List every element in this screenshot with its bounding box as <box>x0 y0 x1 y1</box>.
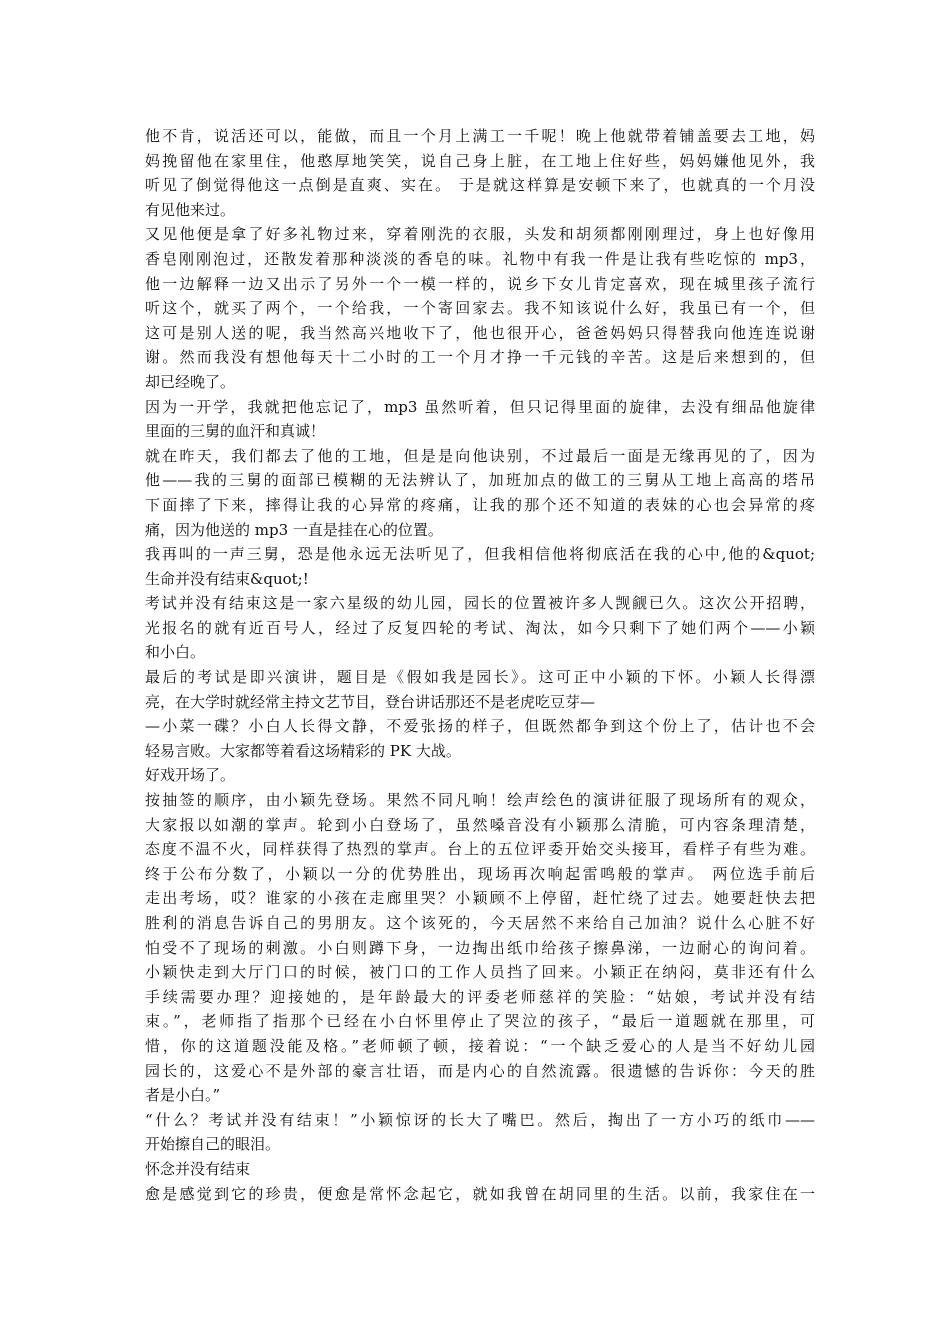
text-line: 生命并没有结束&quot;! <box>145 569 309 588</box>
text-line: 走出考场，哎？谁家的小孩在走廊里哭？小颖顾不上停留，赶忙绕了过去。她要赶快去把 <box>145 889 815 908</box>
text-line: 怀念并没有结束 <box>145 1159 251 1178</box>
text-line: 小颖快走到大厅门口的时候，被门口的工作人员挡了回来。小颖正在纳闷，莫非还有什么 <box>145 963 815 982</box>
text-line: 他不肯，说活还可以，能做，而且一个月上满工一千呢！晚上他就带着铺盖要去工地，妈 <box>145 127 815 145</box>
text-line: 谢。然而我没有想他每天十二小时的工一个月才挣一千元钱的辛苦。这是后来想到的，但 <box>145 348 815 367</box>
text-line: 因为一开学，我就把他忘记了，mp3 虽然听着，但只记得里面的旋律，去没有细品他旋律 <box>145 397 815 416</box>
text-line: 又见他便是拿了好多礼物过来，穿着刚洗的衣服，头发和胡须都刚刚理过，身上也好像用 <box>145 225 815 244</box>
text-line: 痛，因为他送的 mp3 一直是挂在心的位置。 <box>145 520 443 539</box>
text-line: 就在昨天，我们都去了他的工地，但是是向他诀别，不过最后一面是无缘再见的了，因为 <box>145 446 815 465</box>
text-line: 香皂刚刚泡过，还散发着那种淡淡的香皂的味。礼物中有我一件是让我有些吃惊的 mp3， <box>145 249 815 268</box>
text-line: 却已经晚了。 <box>145 372 236 391</box>
text-line: 愈是感觉到它的珍贵，便愈是常怀念起它，就如我曾在胡同里的生活。以前，我家住在一 <box>145 1184 815 1203</box>
text-line: 我再叫的一声三舅，恐是他永远无法听见了，但我相信他将彻底活在我的心中,他的&quot; <box>145 545 815 564</box>
text-line: 手续需要办理？迎接她的，是年龄最大的评委老师慈祥的笑脸：“姑娘，考试并没有结 <box>145 987 815 1006</box>
text-line: 下面摔了下来，摔得让我的心异常的疼痛，让我的那个还不知道的表妹的心也会异常的疼 <box>145 495 815 514</box>
text-line: “什么？考试并没有结束！”小颖惊讶的长大了嘴巴。然后，掏出了一方小巧的纸巾—— <box>145 1110 815 1129</box>
text-line: 束。”，老师指了指那个已经在小白怀里停止了哭泣的孩子，“最后一道题就在那里，可 <box>145 1012 815 1031</box>
text-line: 园长的，这爱心不是外部的豪言壮语，而是内心的自然流露。很遗憾的告诉你：今天的胜 <box>145 1061 815 1080</box>
text-line: 胜利的消息告诉自己的男朋友。这个该死的，今天居然不来给自己加油？说什么心脏不好 <box>145 914 815 932</box>
text-line: 妈挽留他在家里住，他憨厚地笑笑，说自己身上脏，在工地上住好些，妈妈嫌他见外，我 <box>145 151 815 170</box>
text-line: 他——我的三舅的面部已模糊的无法辨认了，加班加点的做工的三舅从工地上高高的塔吊 <box>145 471 815 490</box>
text-line: 有见他来过。 <box>145 200 236 219</box>
text-line: 这可是别人送的呢，我当然高兴地收下了，他也很开心，爸爸妈妈只得替我向他连连说谢 <box>145 323 815 342</box>
text-line: —小菜一碟？小白人长得文静，不爱张扬的样子，但既然都争到这个份上了，估计也不会 <box>145 717 815 736</box>
text-line: 考试并没有结束这是一家六星级的幼儿园，园长的位置被许多人觊觎已久。这次公开招聘， <box>145 594 815 613</box>
text-line: 听见了倒觉得他这一点倒是直爽、实在。 于是就这样算是安顿下来了，也就真的一个月没 <box>145 176 815 195</box>
text-line: 大家报以如潮的掌声。轮到小白登场了，虽然嗓音没有小颖那么清脆，可内容条理清楚， <box>145 815 815 834</box>
text-line: 里面的三舅的血汗和真诚！ <box>145 422 326 441</box>
text-line: 开始擦自己的眼泪。 <box>145 1135 281 1154</box>
text-line: 他一边解释一边又出示了另外一个一模一样的，说乡下女儿肯定喜欢，现在城里孩子流行 <box>145 274 815 293</box>
text-line: 听这个，就买了两个，一个给我，一个寄回家去。我不知该说什么好，我虽已有一个，但 <box>145 299 815 318</box>
text-line: 最后的考试是即兴演讲，题目是《假如我是园长》。这可正中小颖的下怀。小颖人长得漂 <box>145 668 815 687</box>
text-line: 轻易言败。大家都等着看这场精彩的 PK 大战。 <box>145 741 461 760</box>
text-line: 态度不温不火，同样获得了热烈的掌声。台上的五位评委开始交头接耳，看样子有些为难。 <box>145 840 815 859</box>
text-line: 惜，你的这道题没能及格。”老师顿了顿，接着说：“一个缺乏爱心的人是当不好幼儿园 <box>145 1036 815 1055</box>
text-line: 终于公布分数了，小颖以一分的优势胜出，现场再次响起雷鸣般的掌声。 两位选手前后 <box>145 864 815 883</box>
text-line: 怕受不了现场的刺激。小白则蹲下身，一边掏出纸巾给孩子擦鼻涕，一边耐心的询问着。 <box>145 938 815 957</box>
document-body <box>145 124 815 1206</box>
text-line: 亮，在大学时就经常主持文艺节目，登台讲话那还不是老虎吃豆芽— <box>145 692 596 711</box>
text-line: 好戏开场了。 <box>145 766 236 785</box>
text-line: 按抽签的顺序，由小颖先登场。果然不同凡响！绘声绘色的演讲征服了现场所有的观众， <box>145 791 815 810</box>
text-line: 者是小白。” <box>145 1086 221 1105</box>
text-line: 和小白。 <box>145 643 206 662</box>
text-line: 光报名的就有近百号人，经过了反复四轮的考试、淘汰，如今只剩下了她们两个——小颖 <box>145 618 815 637</box>
